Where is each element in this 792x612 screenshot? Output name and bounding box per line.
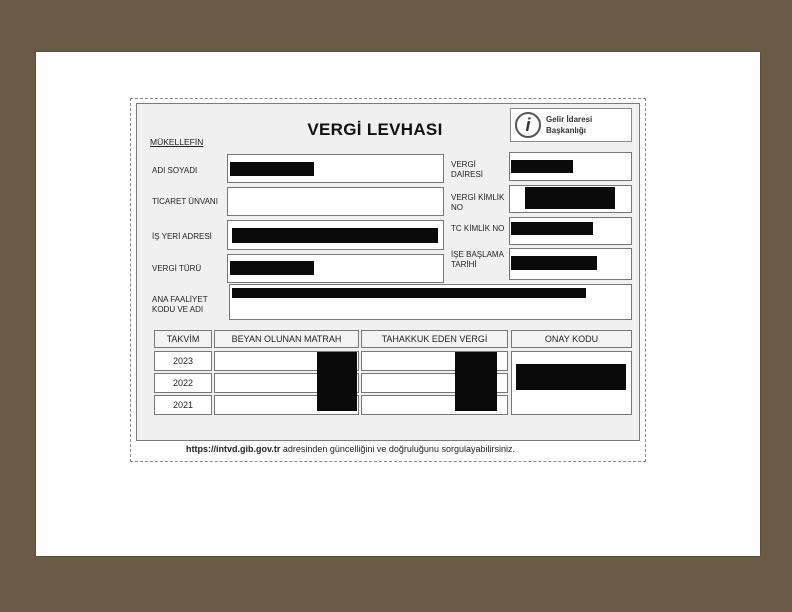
redaction-block [230, 261, 314, 275]
footer-url[interactable]: https://intvd.gib.gov.tr [186, 444, 281, 454]
redaction-block [230, 162, 314, 176]
footer-verification-note [186, 444, 515, 454]
label-vergi-kimlik-line2: NO [451, 203, 463, 212]
label-ana-faaliyet [152, 295, 208, 315]
col-header-beyan: BEYAN OLUNAN MATRAH [214, 330, 359, 348]
label-vergi-kimlik-line1: VERGİ KİMLİK [451, 193, 505, 202]
gib-logo-icon: i [515, 112, 541, 138]
section-label: MÜKELLEFİN [150, 137, 204, 147]
label-tc-kimlik-no: TC KİMLİK NO [451, 224, 505, 233]
redaction-block [317, 352, 357, 411]
redaction-block [232, 288, 586, 298]
footer-text: adresinden güncelliğini ve doğruluğunu sorgulayabilirsiniz. [280, 444, 515, 454]
field-ticaret-unvani [227, 187, 444, 216]
label-ticaret-unvani: TİCARET ÜNVANI [152, 197, 218, 206]
logo-line1: Gelir İdaresi [546, 115, 593, 124]
redaction-block [511, 160, 573, 173]
label-vergi-turu: VERGİ TÜRÜ [152, 264, 202, 273]
redaction-block [525, 187, 615, 209]
label-ise-baslama [451, 250, 504, 270]
table-row-year: 2022 [154, 373, 212, 393]
table-row-year: 2021 [154, 395, 212, 415]
label-ise-baslama-line1: İŞE BAŞLAMA [451, 250, 504, 259]
label-is-yeri-adresi: İŞ YERİ ADRESİ [152, 232, 212, 241]
redaction-block [511, 222, 593, 235]
logo-text [546, 114, 592, 136]
col-header-takvim: TAKVİM [154, 330, 212, 348]
label-adi-soyadi: ADI SOYADI [152, 166, 198, 175]
logo-line2: Başkanlığı [546, 126, 587, 135]
label-ana-faaliyet-line2: KODU VE ADI [152, 305, 204, 314]
label-ana-faaliyet-line1: ANA FAALİYET [152, 295, 208, 304]
label-vergi-dairesi-line2: DAİRESİ [451, 170, 484, 179]
redaction-block [511, 256, 597, 270]
label-vergi-dairesi-line1: VERGİ [451, 160, 476, 169]
label-vergi-dairesi [451, 160, 483, 180]
redaction-block [455, 352, 497, 411]
label-vergi-kimlik-no [451, 193, 504, 213]
redaction-block [516, 364, 626, 390]
document-title: VERGİ LEVHASI [307, 120, 443, 139]
table-row-year: 2023 [154, 351, 212, 371]
paper-edge [36, 52, 760, 54]
redaction-block [232, 228, 438, 243]
col-header-tahakkuk: TAHAKKUK EDEN VERGİ [361, 330, 508, 348]
col-header-onay-kodu: ONAY KODU [511, 330, 632, 348]
label-ise-baslama-line2: TARİHİ [451, 260, 477, 269]
